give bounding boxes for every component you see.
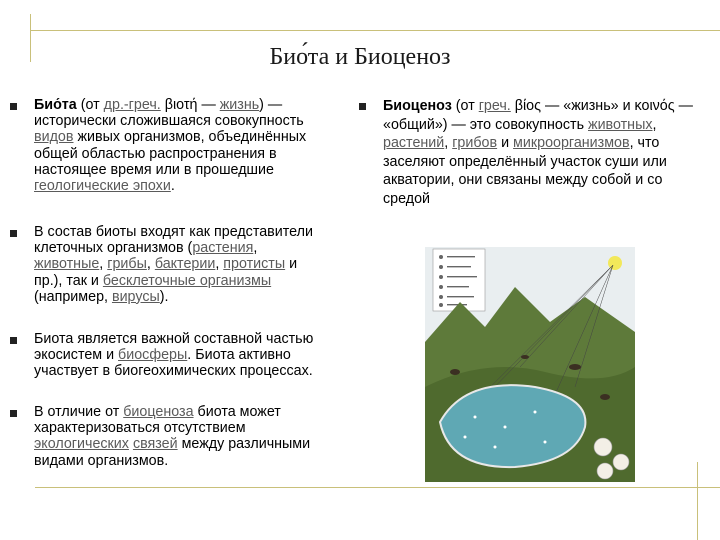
paragraph-biota-role [34, 331, 334, 380]
link-protists[interactable]: протисты [223, 256, 286, 273]
bullet-marker [10, 230, 17, 237]
text: и пр.), так и [34, 256, 298, 289]
pond [440, 385, 585, 467]
bullet-marker [10, 410, 17, 417]
link-greek[interactable]: греч. [478, 98, 511, 114]
text: . [170, 178, 175, 195]
link-plants-right[interactable]: растений [383, 135, 445, 151]
link-geologic-epochs[interactable]: геологические эпохи [34, 178, 171, 195]
text: , [146, 256, 155, 273]
link-fungi-right[interactable]: грибов [452, 135, 498, 151]
link-relations[interactable]: связей [132, 436, 178, 453]
term-biota: Био́та [34, 97, 77, 113]
text: ) — исторически сложившаяся совокупность [34, 97, 304, 130]
text: В отличие от [34, 404, 124, 420]
text: Биота является важной составной частью экосистем и [34, 331, 314, 364]
link-biosphere[interactable]: биосферы [118, 347, 188, 364]
text: , [652, 116, 657, 133]
text: (от [451, 98, 479, 114]
frame-bottom-line [35, 487, 720, 488]
link-ecological[interactable]: экологических [34, 436, 129, 453]
ecosystem-illustration [425, 247, 635, 482]
link-viruses[interactable]: вирусы [111, 288, 160, 305]
link-ancient-greek[interactable]: др.-греч. [103, 97, 161, 113]
frame-top-line [30, 30, 720, 31]
paragraph-biota-vs-biocenosis [34, 404, 334, 469]
link-species[interactable]: видов [34, 129, 74, 146]
text: . Биота активно участвует в биогеохимических процессах. [34, 347, 313, 380]
link-life[interactable]: жизнь [219, 97, 260, 113]
link-animals[interactable]: животные [34, 256, 100, 273]
link-biocenosis[interactable]: биоценоза [123, 404, 194, 420]
link-microorganisms[interactable]: микроорганизмов [513, 135, 630, 151]
link-fungi[interactable]: грибы [107, 256, 147, 273]
text: биота может характеризоваться отсутствием [34, 404, 281, 437]
bullet-marker [10, 337, 17, 344]
text: , [99, 256, 108, 273]
paragraph-biocenosis-definition [383, 97, 693, 208]
text: живых организмов, объединённых общей областью распространения в настоящее время или в прошедшие [34, 129, 307, 178]
text: , что заселяют определённый участок суши или акватории, они связаны между собой и со средой [383, 135, 667, 207]
link-plants[interactable]: растения [192, 240, 254, 257]
text: ). [159, 288, 169, 305]
bullet-marker [10, 103, 17, 110]
frame-right-line [697, 462, 698, 540]
link-bacteria[interactable]: бактерии [154, 256, 216, 273]
text: и [497, 135, 514, 151]
link-animals-right[interactable]: животных [588, 116, 653, 133]
paragraph-biota-definition [34, 97, 339, 194]
text: (от [76, 97, 104, 113]
link-noncellular-organisms[interactable]: бесклеточные организмы [102, 272, 272, 289]
term-biocenosis: Биоценоз [383, 98, 452, 114]
paragraph-biota-composition [34, 224, 329, 305]
bullet-marker [359, 103, 366, 110]
slide-title: Био́та и Биоценоз [269, 44, 451, 70]
text: , [215, 256, 224, 273]
text: , [253, 240, 258, 257]
text: В состав биоты входят как представители клеточных организмов ( [34, 224, 313, 257]
text: , [444, 135, 453, 151]
text: βιοτή — [160, 97, 220, 113]
text: (например, [34, 288, 112, 305]
text: βίος — «жизнь» и κοινός — «общий») — это совокупность [383, 98, 693, 133]
text: между различными видами организмов. [34, 436, 311, 469]
